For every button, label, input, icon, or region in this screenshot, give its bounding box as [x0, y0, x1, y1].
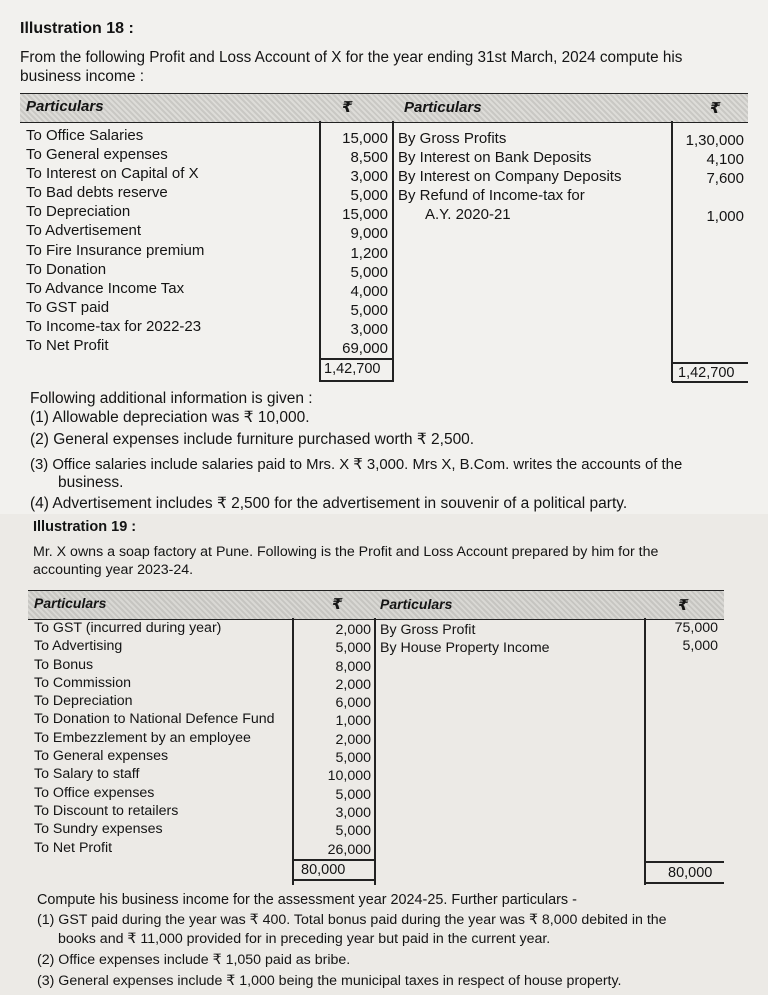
list-item: A.Y. 2020-21	[425, 206, 511, 224]
illustration-19-intro-line1: Mr. X owns a soap factory at Pune. Following is the Profit and Loss Account prepared by him for the	[33, 544, 659, 560]
amount-cell: 3,000	[350, 168, 388, 186]
amount-cell: 15,000	[342, 206, 388, 224]
debit-items-list	[26, 126, 316, 355]
header-particulars-left: Particulars	[34, 595, 107, 611]
list-item: To Net Profit	[34, 839, 113, 856]
total-rule-left	[293, 879, 374, 881]
amount-cell: 8,000	[335, 658, 371, 675]
list-item: To Donation	[26, 260, 107, 278]
header-rupee-left: ₹	[342, 99, 353, 116]
list-item: To Salary to staff	[34, 766, 140, 783]
column-divider	[374, 618, 376, 885]
table-header	[20, 93, 748, 123]
debit-amounts-list	[320, 129, 388, 358]
amount-cell: 3,000	[335, 804, 371, 821]
credit-amounts-list	[648, 619, 718, 656]
list-item: To Commission	[34, 674, 131, 691]
list-item: To Donation to National Defence Fund	[34, 711, 275, 728]
debit-items-list	[34, 619, 294, 857]
amount-cell: 2,000	[335, 731, 371, 748]
header-rupee-right: ₹	[710, 100, 721, 117]
info-item-2: (2) General expenses include furniture purchased worth ₹ 2,500.	[30, 431, 475, 448]
column-divider	[671, 121, 673, 382]
amount-cell: 1,200	[350, 244, 388, 262]
total-rule-right	[672, 381, 748, 383]
amount-cell: 9,000	[350, 225, 388, 243]
illustration-19-title: Illustration 19 :	[33, 519, 137, 535]
additional-info-title: Following additional information is given :	[30, 390, 313, 407]
info-item-3: (3) Office salaries include salaries paid to Mrs. X ₹ 3,000. Mrs X, B.Com. writes the accounts of the	[30, 457, 683, 473]
info-item-3-cont: business.	[58, 474, 124, 491]
amount-cell: 2,000	[335, 622, 371, 638]
list-item: To Office Salaries	[26, 127, 144, 144]
total-rule-right	[645, 882, 724, 884]
list-item: To Office expenses	[34, 784, 155, 801]
amount-cell: 5,000	[350, 263, 388, 281]
table-header	[28, 590, 724, 620]
total-rule-left	[320, 358, 392, 360]
list-item: To Interest on Capital of X	[26, 165, 199, 183]
amount-cell: 3,000	[350, 320, 388, 338]
list-item: To Fire Insurance premium	[26, 241, 205, 259]
column-divider	[392, 121, 394, 382]
total-right: 1,42,700	[678, 365, 735, 381]
header-rupee-left: ₹	[332, 596, 343, 613]
list-item: To Depreciation	[26, 203, 131, 221]
column-divider	[644, 618, 646, 885]
amount-cell: 5,000	[682, 638, 718, 655]
list-item: By Refund of Income-tax for	[398, 187, 585, 205]
total-rule-right	[645, 861, 724, 863]
compute-instruction: Compute his business income for the assessment year 2024-25. Further particulars -	[37, 892, 577, 908]
list-item: To Bad debts reserve	[26, 184, 168, 202]
profit-loss-table-18	[20, 93, 748, 382]
amount-cell: 1,000	[706, 208, 744, 226]
amount-cell: 26,000	[327, 841, 371, 858]
illustration-19-intro-line2: accounting year 2023-24.	[33, 562, 194, 578]
list-item: By Gross Profits	[398, 130, 507, 147]
debit-amounts-list	[294, 621, 371, 859]
list-item: To Advertisement	[26, 222, 142, 240]
amount-cell: 5,000	[350, 301, 388, 319]
amount-cell: 7,600	[706, 170, 744, 188]
list-item: By Interest on Company Deposits	[398, 168, 622, 186]
list-item: To GST (incurred during year)	[34, 620, 222, 636]
list-item: By House Property Income	[380, 640, 550, 657]
list-item: To Bonus	[34, 656, 94, 673]
list-item: To Depreciation	[34, 693, 133, 710]
list-item: To General expenses	[26, 146, 168, 164]
particular-2: (2) Office expenses include ₹ 1,050 paid as bribe.	[37, 952, 351, 968]
illustration-18-intro-line2: business income :	[20, 68, 145, 85]
total-left: 1,42,700	[324, 361, 381, 377]
list-item: To Advance Income Tax	[26, 279, 185, 297]
amount-cell: 5,000	[335, 823, 371, 840]
amount-cell: 2,000	[335, 676, 371, 693]
amount-cell: 69,000	[342, 340, 388, 358]
amount-cell: 4,000	[350, 282, 388, 300]
credit-items-list	[398, 129, 668, 224]
total-rule-left	[320, 380, 392, 382]
amount-cell	[674, 188, 744, 207]
amount-cell: 8,500	[350, 149, 388, 167]
list-item: To Discount to retailers	[34, 802, 179, 819]
list-item: To Sundry expenses	[34, 821, 163, 838]
amount-cell: 5,000	[335, 786, 371, 803]
particular-1: (1) GST paid during the year was ₹ 400. Total bonus paid during the year was ₹ 8,000 debited in the	[37, 912, 667, 928]
amount-cell: 5,000	[335, 750, 371, 767]
profit-loss-table-19	[28, 590, 724, 885]
list-item: To General expenses	[34, 748, 169, 765]
list-item: To Embezzlement by an employee	[34, 729, 251, 746]
total-left: 80,000	[301, 862, 346, 878]
particular-1-cont: books and ₹ 11,000 provided for in preceding year but paid in the current year.	[58, 931, 551, 947]
amount-cell: 4,100	[706, 151, 744, 169]
header-particulars-right: Particulars	[404, 99, 482, 116]
amount-cell: 5,000	[335, 640, 371, 657]
list-item: To Income-tax for 2022-23	[26, 317, 202, 335]
credit-items-list	[380, 621, 642, 658]
info-item-4: (4) Advertisement includes ₹ 2,500 for the advertisement in souvenir of a political party.	[30, 495, 628, 512]
amount-cell: 1,30,000	[685, 132, 744, 149]
total-rule-left	[293, 859, 374, 861]
total-right: 80,000	[668, 865, 713, 881]
amount-cell: 75,000	[674, 620, 718, 636]
amount-cell: 1,000	[335, 713, 371, 730]
list-item: By Gross Profit	[380, 622, 476, 638]
illustration-18-intro-line1: From the following Profit and Loss Account of X for the year ending 31st March, 2024 compute his	[20, 49, 683, 66]
particular-3: (3) General expenses include ₹ 1,000 being the municipal taxes in respect of house property.	[37, 973, 622, 989]
list-item: To Advertising	[34, 638, 123, 655]
total-rule-right	[672, 362, 748, 364]
amount-cell: 10,000	[327, 768, 371, 785]
header-particulars-right: Particulars	[380, 596, 453, 612]
list-item: To Net Profit	[26, 337, 109, 355]
amount-cell: 5,000	[350, 187, 388, 205]
illustration-18-title: Illustration 18 :	[20, 20, 134, 37]
list-item: To GST paid	[26, 298, 110, 316]
list-item: By Interest on Bank Deposits	[398, 149, 592, 167]
header-particulars-left: Particulars	[26, 98, 104, 115]
header-rupee-right: ₹	[678, 597, 689, 614]
credit-amounts-list	[674, 131, 744, 226]
amount-cell: 6,000	[335, 695, 371, 712]
amount-cell: 15,000	[342, 130, 388, 147]
info-item-1: (1) Allowable depreciation was ₹ 10,000.	[30, 409, 310, 426]
